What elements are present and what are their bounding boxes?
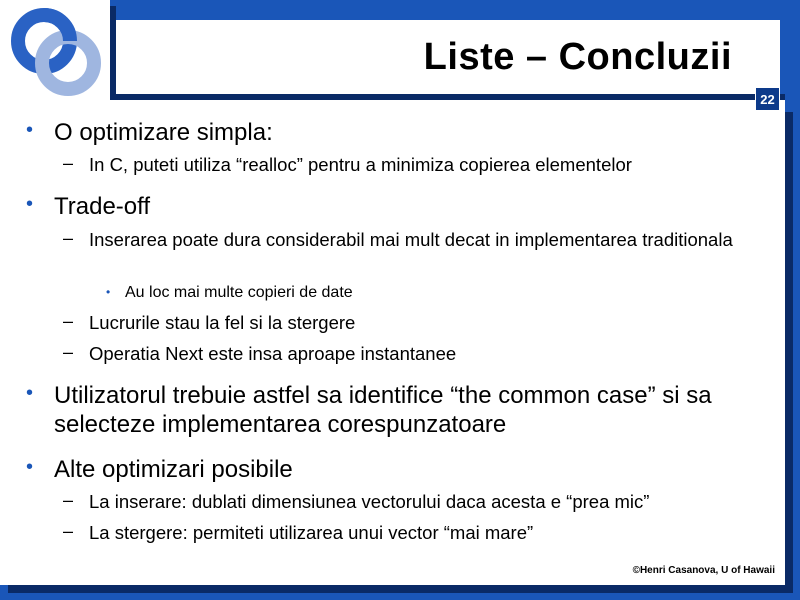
bullet-marker: •: [26, 382, 34, 404]
sub-bullet-item: In C, puteti utiliza “realloc” pentru a minimiza copierea elementelor: [89, 154, 632, 175]
slide-title: Liste – Concluzii: [423, 36, 732, 78]
copyright-footer: ©Henri Casanova, U of Hawaii: [632, 565, 775, 576]
bullet-marker: •: [26, 193, 34, 215]
sub-bullet-marker: –: [63, 490, 74, 510]
sub-bullet-item: Operatia Next este insa aproape instantanee: [89, 343, 457, 364]
sub-sub-bullet-item: Au loc mai multe copieri de date: [125, 284, 353, 301]
bullet-item: Utilizatorul trebuie astfel sa identifice “the common case” si sa selecteze implementarea corespunzatoare: [54, 382, 712, 438]
slide-number-badge: 22: [755, 87, 780, 111]
logo-shadow: [110, 6, 116, 100]
bullet-item: O optimizare simpla:: [54, 119, 273, 146]
sub-sub-bullet-marker: •: [106, 285, 111, 299]
sub-bullet-marker: –: [63, 311, 74, 331]
sub-bullet-marker: –: [63, 521, 74, 541]
logo-box: [0, 0, 110, 100]
bullet-marker: •: [26, 456, 34, 478]
bullet-marker: •: [26, 119, 34, 141]
bullet-item: Trade-off: [54, 193, 151, 220]
university-logo-icon: [10, 5, 102, 97]
sub-bullet-marker: –: [63, 342, 74, 362]
content-shadow-right: [785, 112, 793, 590]
sub-bullet-item: La inserare: dublati dimensiunea vectorului daca acesta e “prea mic”: [89, 491, 650, 512]
sub-bullet-marker: –: [63, 228, 74, 248]
sub-bullet-item: La stergere: permiteti utilizarea unui vector “mai mare”: [89, 522, 534, 543]
sub-bullet-item: Lucrurile stau la fel si la stergere: [89, 312, 356, 333]
content-shadow-bottom: [8, 585, 793, 593]
sub-bullet-marker: –: [63, 153, 74, 173]
sub-bullet-item: Inserarea poate dura considerabil mai mult decat in implementarea traditionala: [89, 229, 733, 250]
bullet-item: Alte optimizari posibile: [54, 456, 293, 483]
